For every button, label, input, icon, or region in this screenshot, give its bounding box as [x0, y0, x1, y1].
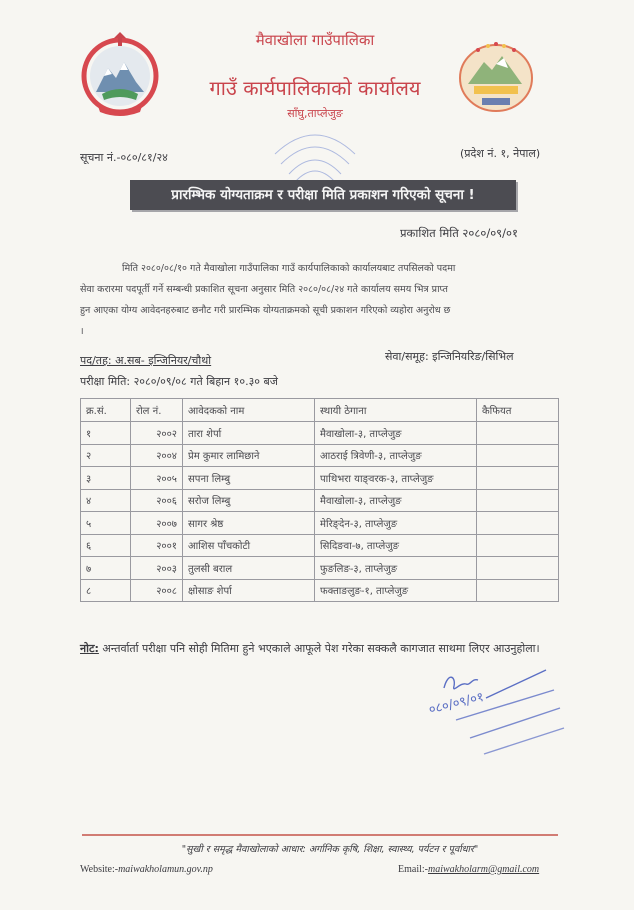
table-row [81, 557, 559, 580]
col-header-sn: क्र.सं. [81, 399, 131, 422]
cell-name: तुलसी बराल [183, 557, 315, 580]
cell-sn: ८ [81, 579, 131, 602]
footer-motto: "सुखी र समृद्ध मैवाखोलाको आधार: अर्गानिक कृषि, शिक्षा, स्वास्थ्य, पर्यटन र पूर्वाधार" [181, 844, 479, 855]
table-header-row [81, 399, 559, 422]
table-row [81, 489, 559, 512]
col-header-roll: रोल नं. [131, 399, 183, 422]
email-link[interactable]: maiwakholarm@gmail.com [428, 864, 540, 875]
nepal-emblem-icon [78, 32, 162, 116]
cell-address: सिदिङवा-७, ताप्लेजुङ [315, 534, 477, 557]
cell-remarks [477, 512, 559, 535]
cell-remarks [477, 557, 559, 580]
cell-remarks [477, 534, 559, 557]
post-level: पद/तह: अ.सब- इन्जिनियर/चौथो [80, 354, 212, 367]
cell-remarks [477, 444, 559, 467]
province-label: (प्रदेश नं. १, नेपाल) [460, 147, 541, 160]
cell-roll: २००५ [131, 467, 183, 490]
cell-remarks [477, 422, 559, 445]
cell-remarks [477, 467, 559, 490]
body-line: मिति २०८०/०८/१० गते मैवाखोला गाउँपालिका गाउँ कार्यपालिकाको कार्यालयबाट तपसिलको पदमा [122, 263, 456, 274]
body-line: । [80, 326, 84, 337]
col-header-name: आवेदकको नाम [183, 399, 315, 422]
note-paragraph [80, 636, 550, 662]
cell-address: पाथिभरा याङ्वरक-३, ताप्लेजुङ [315, 467, 477, 490]
footer-email [398, 864, 539, 875]
email-label: Email:- [398, 864, 428, 875]
cell-roll: २००३ [131, 557, 183, 580]
footer-divider [82, 834, 558, 836]
table-row [81, 534, 559, 557]
footer-website [80, 864, 213, 875]
notice-body [80, 258, 558, 342]
cell-name: प्रेम कुमार लामिछाने [183, 444, 315, 467]
notice-title-banner: प्रारम्भिक योग्यताक्रम र परीक्षा मिति प्रकाशन गरिएको सूचना ! [130, 180, 516, 210]
cell-address: मैवाखोला-३, ताप्लेजुङ [315, 489, 477, 512]
office-name: गाउँ कार्यपालिकाको कार्यालय [209, 76, 421, 100]
cell-sn: २ [81, 444, 131, 467]
cell-name: सपना लिम्बु [183, 467, 315, 490]
cell-roll: २००४ [131, 444, 183, 467]
body-line: सेवा करारमा पदपूर्ती गर्ने सम्बन्धी प्रकाशित सूचना अनुसार मिति २०८०/०८/२४ गते कार्यालय समय भित्र प्राप्त [80, 284, 448, 295]
cell-sn: ३ [81, 467, 131, 490]
table-row [81, 579, 559, 602]
notice-number: सूचना नं.-०८०/८१/२४ [80, 151, 168, 164]
cell-sn: १ [81, 422, 131, 445]
cell-roll: २००२ [131, 422, 183, 445]
note-text: अन्तर्वार्ता परीक्षा पनि सोही मितिमा हुने भएकाले आफूले पेश गरेका सक्कलै कागजात साथमा लिएर आउनुहोला। [98, 642, 540, 655]
table-row [81, 512, 559, 535]
col-header-address: स्थायी ठेगाना [315, 399, 477, 422]
cell-name: आशिस पाँचकोटी [183, 534, 315, 557]
table-row [81, 467, 559, 490]
website-link[interactable]: maiwakholamun.gov.np [118, 864, 213, 875]
cell-address: फुङलिङ-३, ताप्लेजुङ [315, 557, 477, 580]
cell-name: सरोज लिम्बु [183, 489, 315, 512]
signature-date: ०८०/०९/०१ [427, 689, 486, 718]
cell-remarks [477, 489, 559, 512]
cell-address: आठराई त्रिवेणी-३, ताप्लेजुङ [315, 444, 477, 467]
cell-sn: ७ [81, 557, 131, 580]
cell-sn: ६ [81, 534, 131, 557]
service-group: सेवा/समूह: इन्जिनियरिङ/सिभिल [385, 350, 514, 363]
cell-roll: २००६ [131, 489, 183, 512]
table-row [81, 422, 559, 445]
cell-remarks [477, 579, 559, 602]
cell-sn: ५ [81, 512, 131, 535]
body-line: हुन आएका योग्य आवेदनहरुबाट छनौट गरी प्रारम्भिक योग्यताक्रमको सूची प्रकाशन गरिएको व्यहोरा अनुरोध छ [80, 305, 451, 316]
cell-sn: ४ [81, 489, 131, 512]
cell-roll: २००८ [131, 579, 183, 602]
signature-stamp-icon [426, 668, 566, 758]
note-label: नोट: [80, 642, 99, 655]
office-stamp-icon [265, 124, 365, 184]
cell-roll: २००७ [131, 512, 183, 535]
cell-address: फक्ताङलुङ-१, ताप्लेजुङ [315, 579, 477, 602]
cell-name: सागर श्रेष्ठ [183, 512, 315, 535]
col-header-remarks: कैफियत [477, 399, 559, 422]
cell-name: तारा शेर्पा [183, 422, 315, 445]
website-label: Website:- [80, 864, 119, 875]
table-row [81, 444, 559, 467]
municipality-logo-icon [456, 38, 536, 114]
cell-address: मैवाखोला-३, ताप्लेजुङ [315, 422, 477, 445]
cell-address: मेरिङ्देन-३, ताप्लेजुङ [315, 512, 477, 535]
candidate-table [80, 398, 559, 602]
cell-name: क्षोसाङ शेर्पा [183, 579, 315, 602]
office-address: साँघु,ताप्लेजुङ [287, 107, 343, 120]
exam-date: परीक्षा मिति: २०८०/०९/०८ गते बिहान १०.३० बजे [80, 375, 278, 388]
published-date: प्रकाशित मिति २०८०/०९/०१ [400, 226, 518, 240]
municipality-name: मैवाखोला गाउँपालिका [255, 31, 375, 49]
cell-roll: २००१ [131, 534, 183, 557]
